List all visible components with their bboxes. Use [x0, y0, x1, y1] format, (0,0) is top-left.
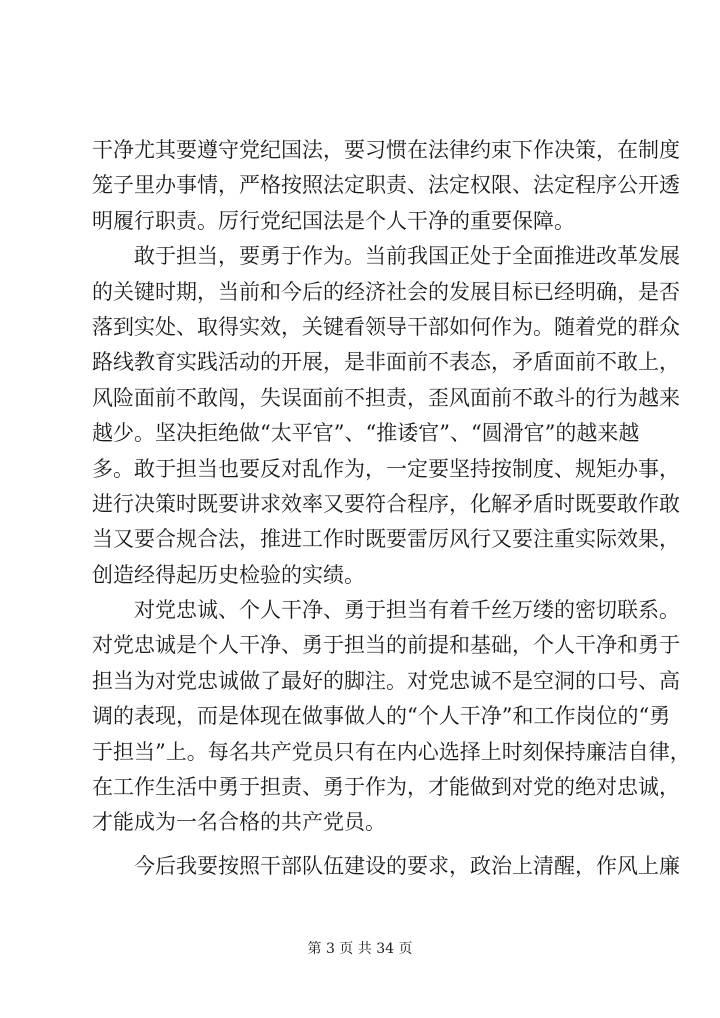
- text-line: 明履行职责。厉行党纪国法是个人干净的重要保障。: [92, 208, 575, 233]
- text-line: 调的表现，而是体现在做事做人的“个人干净”和工作岗位的“勇: [92, 704, 671, 729]
- text-line: 对党忠诚、个人干净、勇于担当有着千丝万缕的密切联系。: [92, 598, 680, 623]
- text-line: 进行决策时既要讲求效率又要符合程序，化解矛盾时既要敢作敢: [92, 491, 680, 516]
- text-line: 笼子里办事情，严格按照法定职责、法定权限、法定程序公开透: [92, 173, 680, 198]
- text-line: 路线教育实践活动的开展，是非面前不表态，矛盾面前不敢上，: [92, 350, 680, 375]
- text-line: 于担当”上。每名共产党员只有在内心选择上时刻保持廉洁自律，: [92, 739, 691, 764]
- text-line: 越少。坚决拒绝做“太平官”、“推诿官”、“圆滑官”的越来越: [92, 421, 640, 446]
- text-line: 敢于担当，要勇于作为。当前我国正处于全面推进改革发展: [92, 244, 680, 269]
- text-line: 创造经得起历史检验的实绩。: [92, 562, 365, 587]
- text-line: 干净尤其要遵守党纪国法，要习惯在法律约束下作决策，在制度: [92, 138, 680, 162]
- text-line: 风险面前不敢闯，失误面前不担责，歪风面前不敢斗的行为越来: [92, 385, 680, 410]
- text-line: 当又要合规合法，推进工作时既要雷厉风行又要注重实际效果，: [92, 527, 680, 552]
- document-body: [92, 133, 691, 884]
- text-line: 今后我要按照干部队伍建设的要求，政治上清醒，作风上廉: [92, 853, 680, 878]
- text-line: 对党忠诚是个人干净、勇于担当的前提和基础，个人干净和勇于: [92, 633, 680, 658]
- text-line: 多。敢于担当也要反对乱作为，一定要坚持按制度、规矩办事，: [92, 456, 680, 481]
- page-number: 第 3 页 共 34 页: [307, 941, 413, 957]
- text-line: 在工作生活中勇于担责、勇于作为，才能做到对党的绝对忠诚，: [92, 775, 680, 800]
- text-line: 的关键时期，当前和今后的经济社会的发展目标已经明确，是否: [92, 279, 680, 304]
- text-line: 落到实处、取得实效，关键看领导干部如何作为。随着党的群众: [92, 314, 680, 339]
- text-line: 才能成为一名合格的共产党员。: [92, 810, 386, 835]
- text-line: 担当为对党忠诚做了最好的脚注。对党忠诚不是空洞的口号、高: [92, 668, 680, 693]
